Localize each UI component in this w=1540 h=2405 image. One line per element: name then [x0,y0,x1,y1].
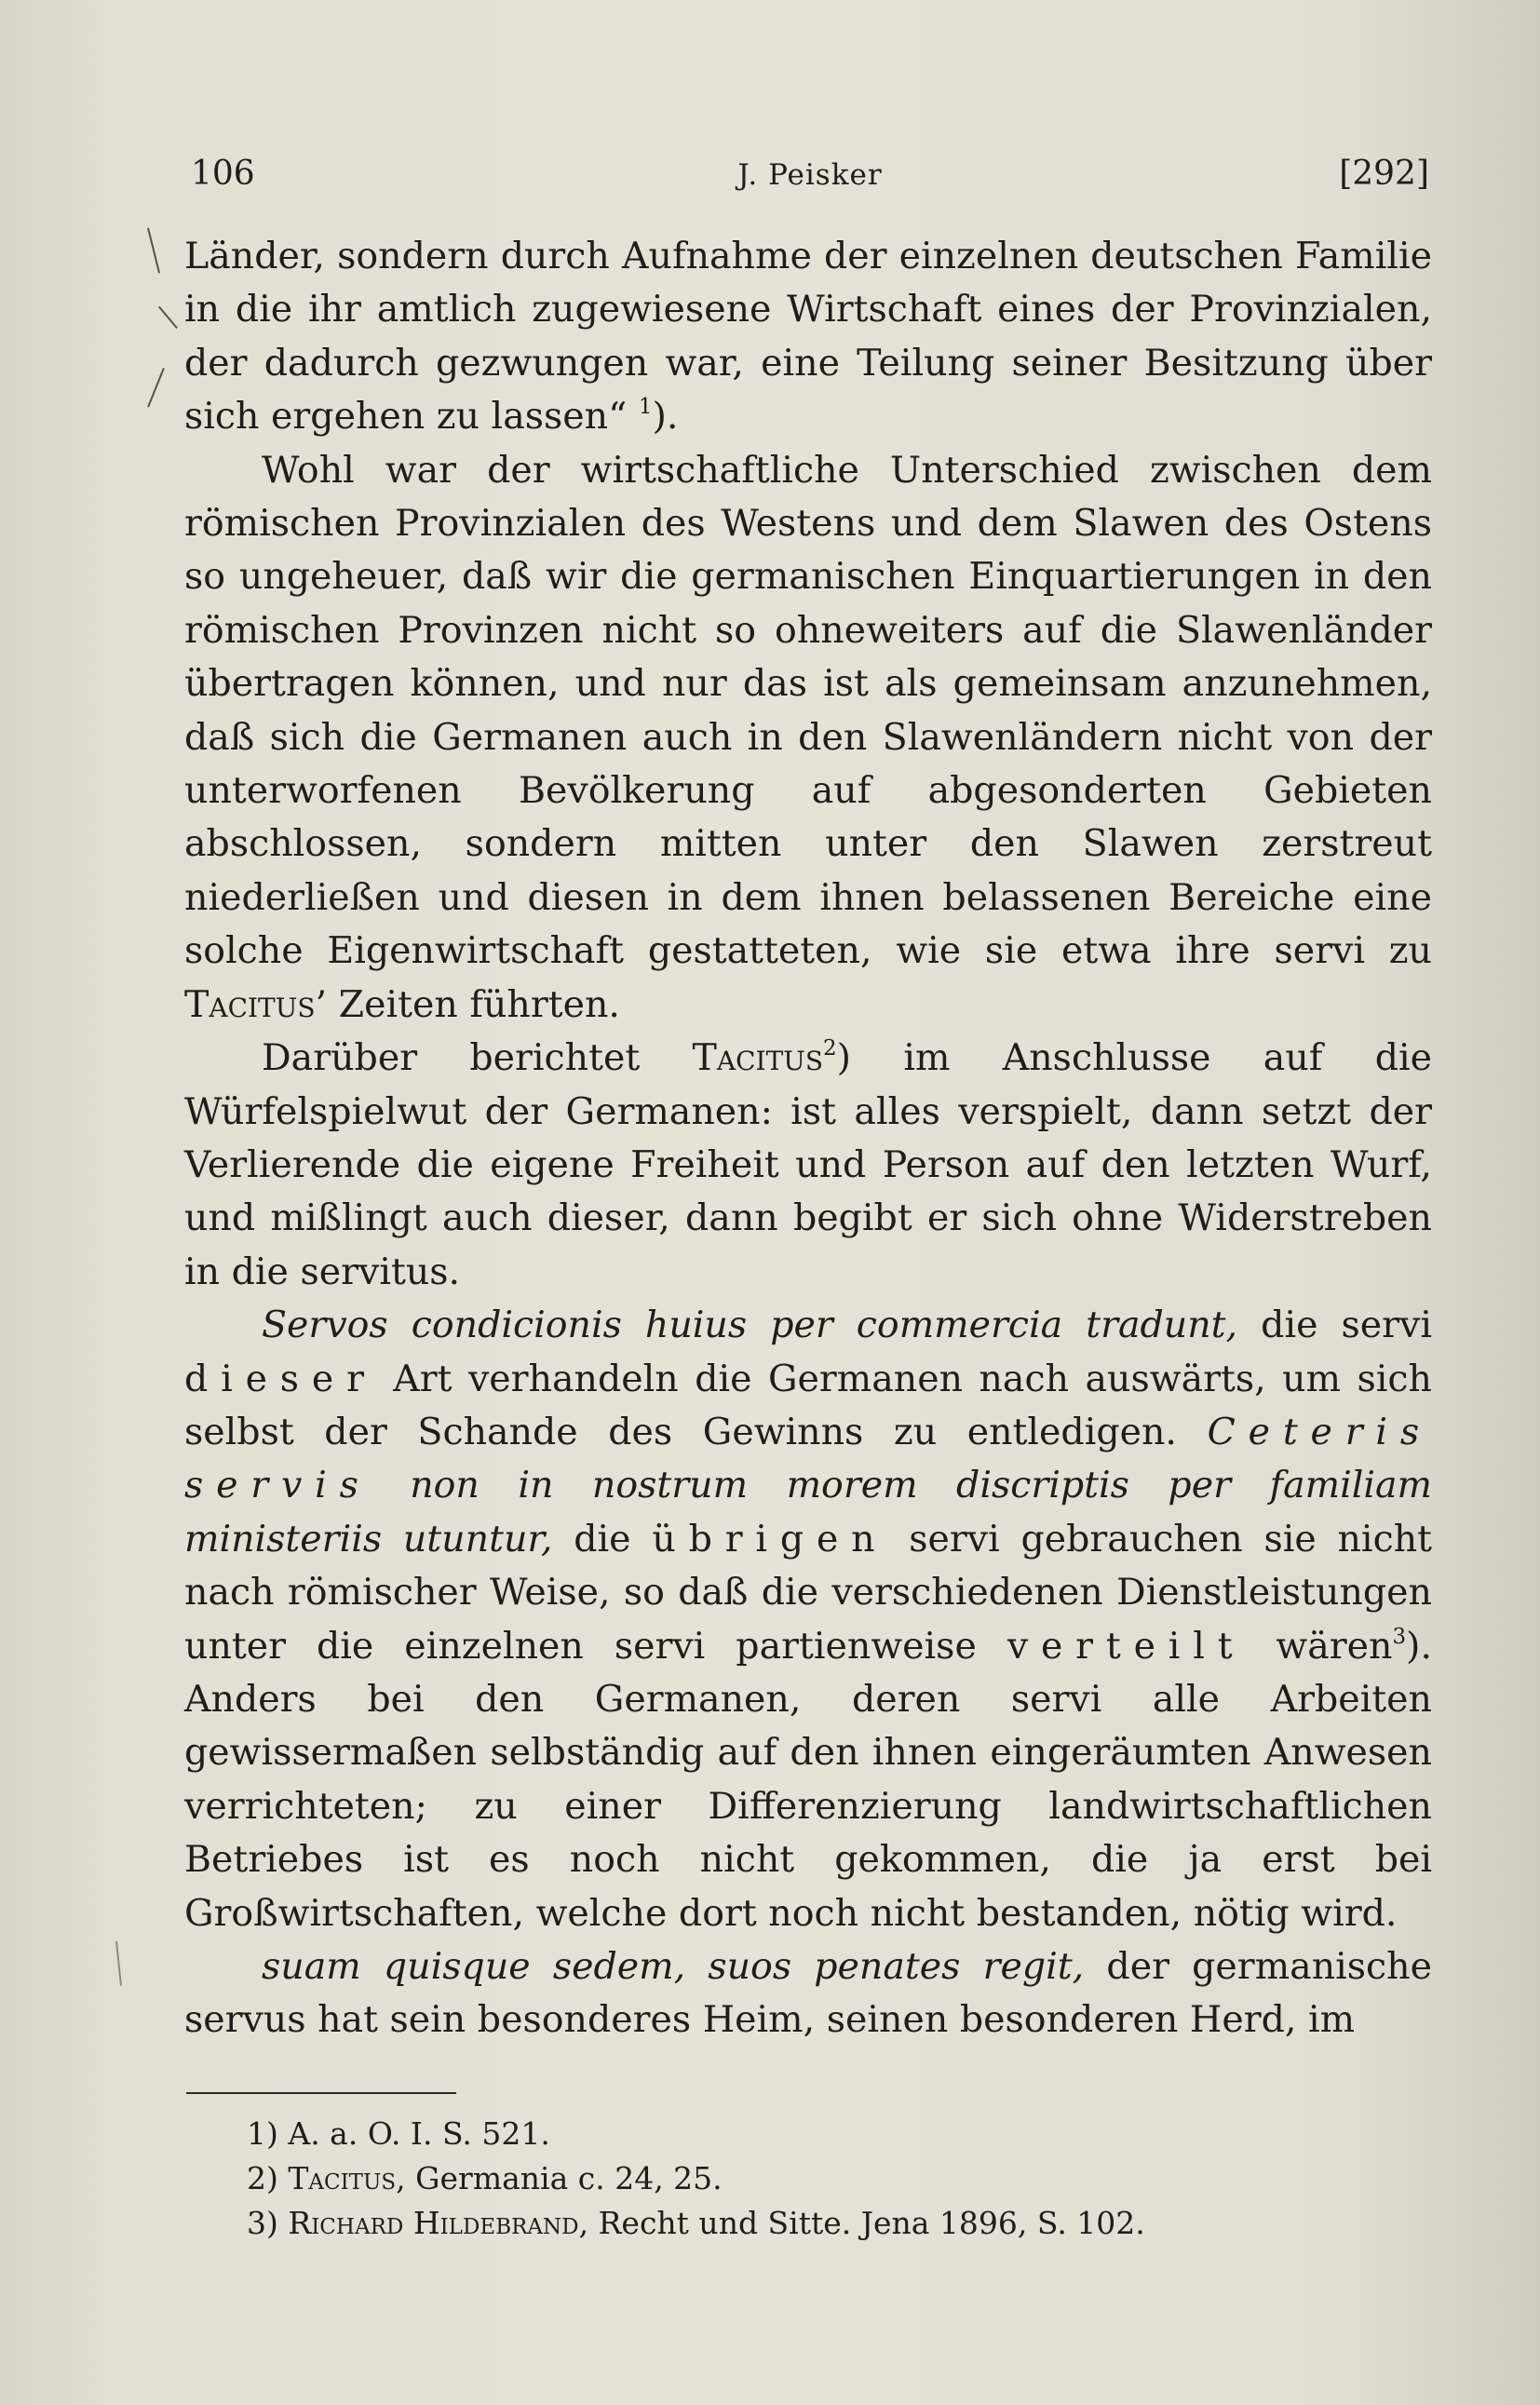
paragraph: Länder, sondern durch Aufnahme der einzelnen deutschen Familie in die ihr amtlich zugewiesene Wirtschaft eines der Provinzialen, der dadurch gezwungen war, eine Teilung seiner Besitzung über sich ergehen zu lassen“ $^1$). [184,235,1432,439]
main-text [184,230,1432,2047]
author-name: Richard Hildebrand [288,2205,579,2241]
spaced-emphasis: verteilt [1006,1624,1246,1668]
footnote-2: 2) Tacitus, Germania c. 24, 25. [247,2160,723,2196]
paragraph: Wohl war der wirtschaftliche Unterschied zwischen dem römischen Provinzialen des Westens und dem Slawen des Ostens so ungeheuer, daß wir die germanischen Einquartierungen in den römischen Provinzen nicht so ohneweiters auf die Slawenländer übertragen können, und nur das ist als gemeinsam anzunehmen, daß sich die Germanen auch in den Slawenländern nicht von der unterworfenen Bevölkerung auf abgesonderten Gebieten abschlossen, sondern mitten unter den Slawen zerstreut niederließen und diesen in dem ihnen belassenen Bereiche eine solche Eigenwirtschaft gestatteten, wie sie etwa ihre servi zu Tacitus’ Zeiten führten. [184,448,1432,1026]
latin-quote: Ceteris servis [184,1410,1432,1507]
latin-quote: non in nostrum morem discriptis per familiam ministeriis utuntur, [184,1464,1432,1561]
page-number: 106 [191,155,255,193]
footnote-3: 3) Richard Hildebrand, Recht und Sitte. Jena 1896, S. 102. [247,2205,1145,2241]
latin-quote: Servos condicionis huius per commercia tradunt, [262,1304,1238,1347]
footnote-1: 1) A. a. O. I. S. 521. [247,2115,550,2152]
margin-pencil-mark [147,368,165,407]
footnote-ref: 1 [638,395,653,420]
margin-pencil-mark [115,1941,122,1986]
margin-pencil-mark [158,306,178,329]
author-name: Tacitus [184,982,316,1026]
paragraph: Darüber berichtet Tacitus$^2$) im Anschlusse auf die Würfelspielwut der Germanen: ist alles verspielt, dann setzt der Verlierende die eigene Freiheit und Person auf den letzten Wurf, und mißlingt auch dieser, dann begibt er sich ohne Widerstreben in die servitus. [184,1036,1432,1293]
footnotes [247,2112,1364,2246]
author-name: Tacitus [692,1036,824,1080]
original-page-number: [292] [1339,155,1429,193]
spaced-emphasis: dieser [184,1357,377,1400]
spaced-emphasis: übrigen [652,1517,888,1561]
author-name: Tacitus [288,2160,397,2196]
paragraph: Servos condicionis huius per commercia tradunt, die servi dieser Art verhandeln die Germanen nach auswärts, um sich selbst der Schande des Gewinns zu entledigen. Ceteris servis non in nostrum morem discriptis per familiam ministeriis utuntur, die übrigen servi gebrauchen sie nicht nach römischer Weise, so daß die verschiedenen Dienstleistungen unter die einzelnen servi partienweise verteilt wären$^3$). Anders bei den Germanen, deren servi alle Arbeiten gewissermaßen selbständig auf den ihnen eingeräumten Anwesen verrichteten; zu einer Differenzierung landwirtschaftlichen Betriebes ist es noch nicht gekommen, die ja erst bei Großwirtschaften, welche dort noch nicht bestanden, nötig wird. [184,1304,1433,1935]
page-header [191,149,1429,205]
footnote-ref: 2 [823,1036,837,1061]
footnote-rule [186,2092,456,2094]
paragraph: suam quisque sedem, suos penates regit, der germanische servus hat sein besonderes Heim, seinen besonderen Herd, im [184,1945,1432,2042]
running-title: J. Peisker [737,158,883,192]
latin-quote: suam quisque sedem, suos penates regit, [262,1945,1085,1988]
margin-pencil-mark [147,228,160,274]
footnote-ref: 3 [1392,1624,1407,1649]
